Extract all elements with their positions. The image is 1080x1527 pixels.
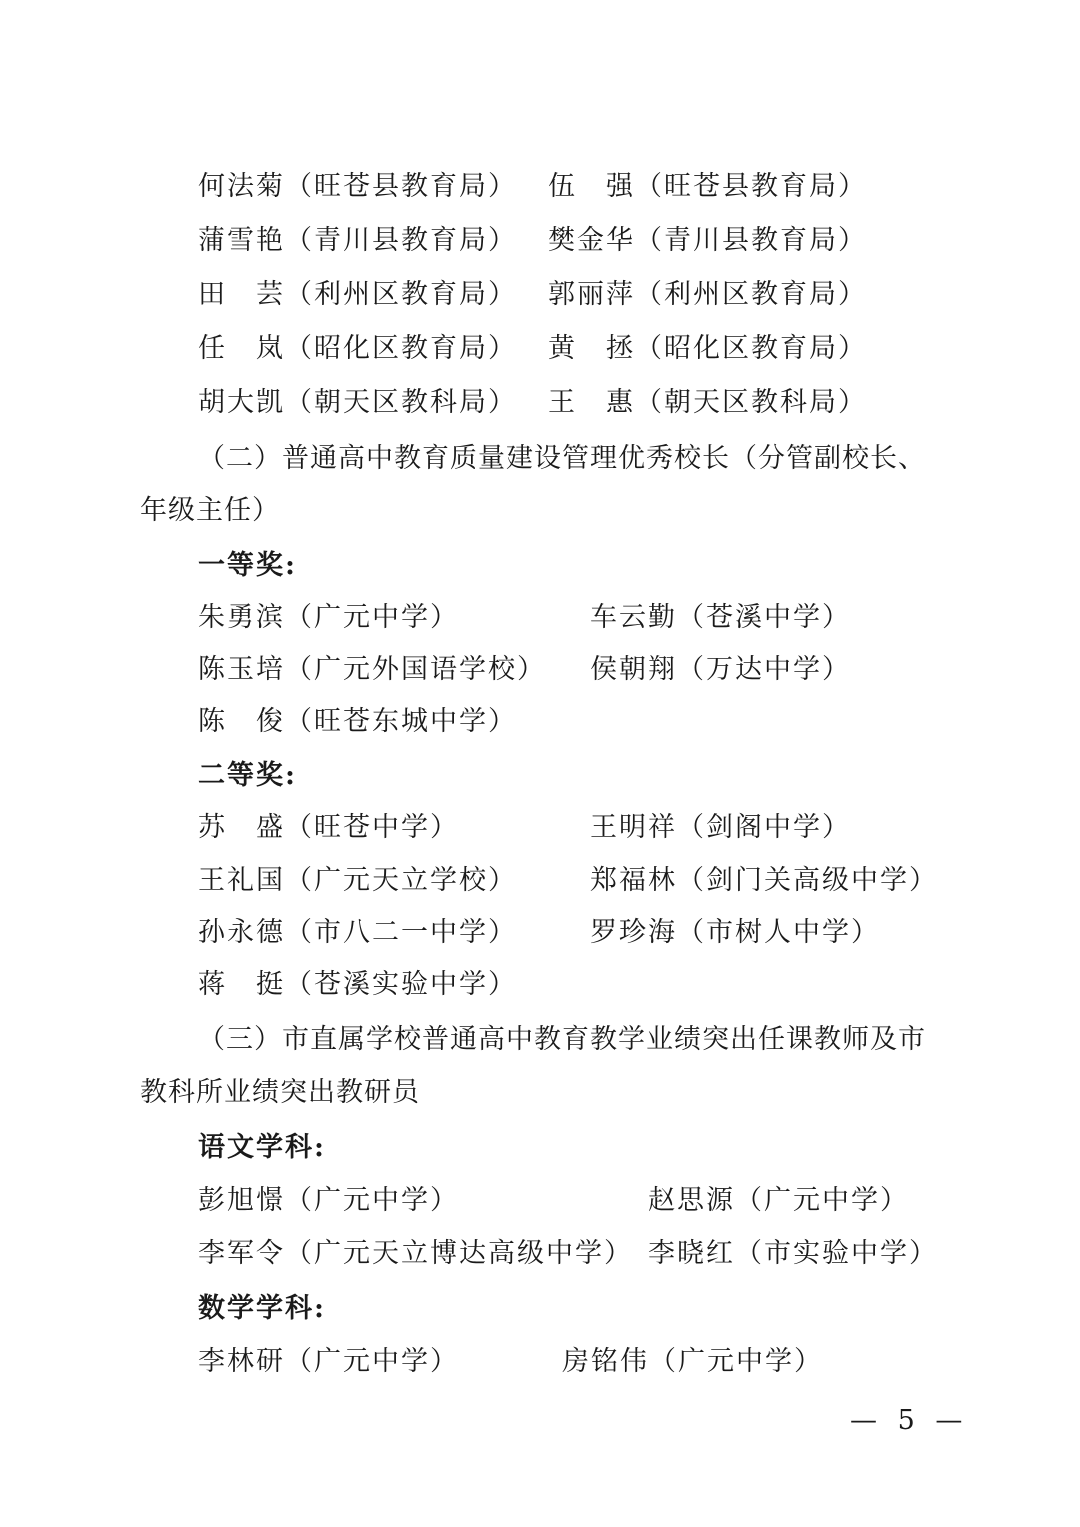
entry-left: 何法菊（旺苍县教育局） [198,171,517,202]
entry-left: 蒲雪艳（青川县教育局） [198,225,517,256]
subject-label: 语文学科: [198,1132,326,1163]
entry-right: 李晓红（市实验中学） [648,1238,938,1269]
entry-left: 李林研（广元中学） [198,1346,459,1377]
entry-left: 胡大凯（朝天区教科局） [198,387,517,418]
prize-label: 二等奖: [198,760,297,791]
entry-left: 蒋 挺（苍溪实验中学） [198,969,517,1000]
entry-left: 孙永德（市八二一中学） [198,917,517,948]
entry-right: 樊金华（青川县教育局） [548,225,867,256]
entry-right: 车云勤（苍溪中学） [590,602,851,633]
entry-right: 王明祥（剑阁中学） [590,812,851,843]
entry-left: 陈玉培（广元外国语学校） [198,654,546,685]
section-heading-cont: 教科所业绩突出教研员 [140,1077,420,1108]
entry-left: 苏 盛（旺苍中学） [198,812,459,843]
entry-right: 伍 强（旺苍县教育局） [548,171,867,202]
entry-right: 赵思源（广元中学） [648,1185,909,1216]
entry-left: 陈 俊（旺苍东城中学） [198,706,517,737]
entry-left: 李军令（广元天立博达高级中学） [198,1238,633,1269]
entry-left: 田 芸（利州区教育局） [198,279,517,310]
entry-right: 黄 拯（昭化区教育局） [548,333,867,364]
entry-right: 侯朝翔（万达中学） [590,654,851,685]
entry-right: 房铭伟（广元中学） [562,1346,823,1377]
page-number: — 5 — [850,1405,969,1436]
section-heading-cont: 年级主任） [140,495,280,526]
entry-right: 郭丽萍（利州区教育局） [548,279,867,310]
entry-left: 王礼国（广元天立学校） [198,865,517,896]
entry-right: 罗珍海（市树人中学） [590,917,880,948]
subject-label: 数学学科: [198,1293,326,1324]
entry-right: 王 惠（朝天区教科局） [548,387,867,418]
entry-left: 彭旭憬（广元中学） [198,1185,459,1216]
prize-label: 一等奖: [198,550,297,581]
entry-left: 任 岚（昭化区教育局） [198,333,517,364]
section-heading: （二）普通高中教育质量建设管理优秀校长（分管副校长、 [198,443,926,474]
section-heading: （三）市直属学校普通高中教育教学业绩突出任课教师及市 [198,1024,926,1055]
entry-left: 朱勇滨（广元中学） [198,602,459,633]
entry-right: 郑福林（剑门关高级中学） [590,865,938,896]
